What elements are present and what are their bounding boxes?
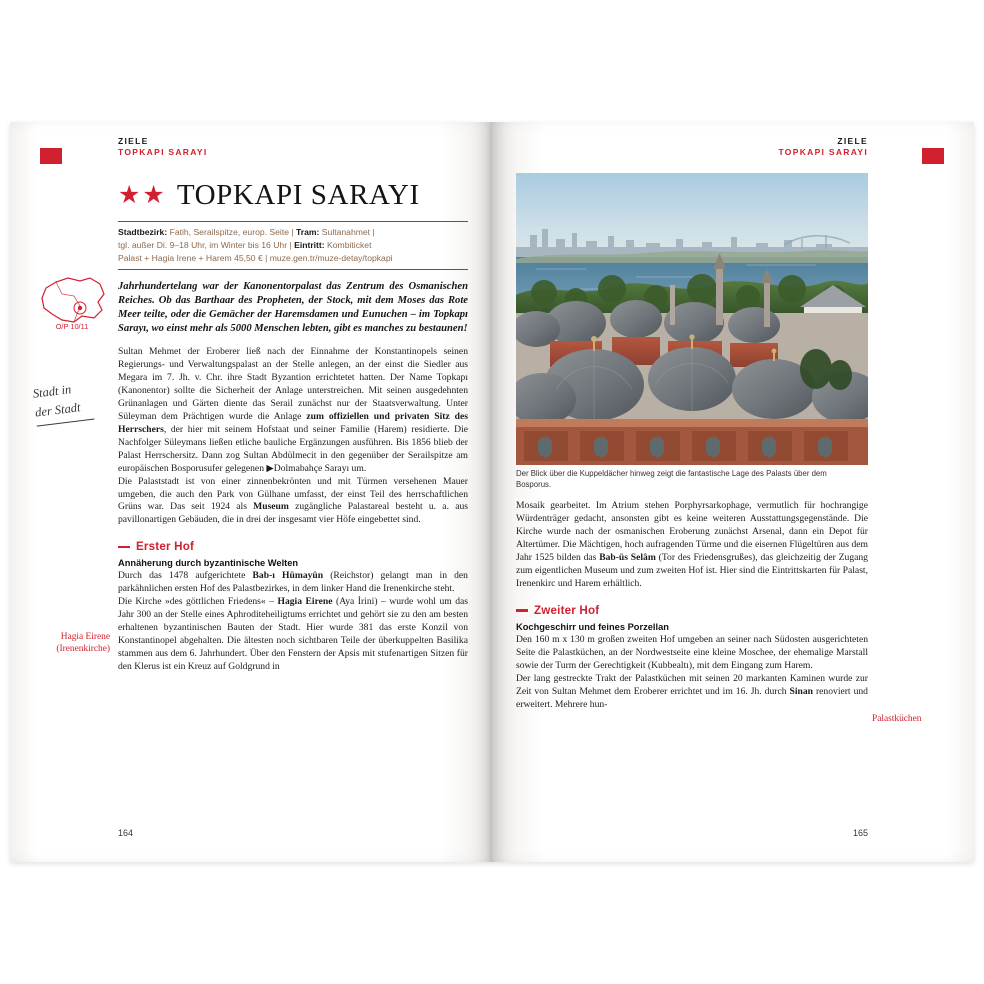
info-line-3 — [118, 252, 468, 265]
section-heading-zweiter-hof — [516, 604, 868, 617]
edge-tab-left — [40, 148, 62, 164]
info-line-2 — [118, 239, 468, 252]
folio-left: 164 — [118, 828, 134, 838]
left-page-content — [118, 136, 468, 836]
page-title: TOPKAPI SARAYI — [176, 179, 420, 212]
left-body-text — [118, 346, 468, 528]
running-head-section: ZIELE — [118, 136, 149, 146]
info-value-ticket: Palast + Hagia Irene + Harem 45,50 € | muze.gen.tr/muze-detay/topkapi — [118, 253, 393, 264]
section-bar-icon-right — [516, 609, 528, 612]
r-paragraph-2: Den 160 m x 130 m großen zweiten Hof umgeben an seiner nach Südosten ausgerichteten Seite die Palastküchen, an der Nordwestseite eine kleine Moschee, der ehemalige Marstall sowie der Turm der Gerechtigkeit (Kubbealtı), mit dem Eingang zum Harem. — [516, 634, 868, 672]
p1-crossref[interactable]: ▶Dolmabahçe Sarayı um. — [266, 462, 367, 474]
rp1-part-a: Mosaik gearbeitet. Im Atrium stehen Porphyrsarkophage, vermutlich für hochrangige Würdenträger gedacht, ansonsten gibt es keine weiteren Ausstattungsgegenstände. Die Kirche wurde nach der osmanischen Eroberung zunächst Arsenal, dann ein Depot für Altertümer. Die Mächtigen, hoch aufragenden Türme und die eisernen Flügeltüren aus dem Jahr 1525 bilden das — [516, 500, 868, 564]
right-page — [492, 122, 974, 862]
p2-part-a: Die Palaststadt ist von einer zinnenbekrönten und mit Türmen versehenen Mauer umgeben, die auch den Park von Gülhane umfasst, der einst Teil des herrschaftlichen Grüns war. Das seit 1924 als — [118, 475, 468, 513]
info-value-tram: Sultanahmet | — [319, 227, 375, 238]
info-value-hours: tgl. außer Di. 9–18 Uhr, im Winter bis 16 Uhr | — [118, 240, 295, 251]
running-head-left — [118, 136, 468, 157]
section-heading-label-right: Zweiter Hof — [534, 604, 600, 618]
p1-part-a: Sultan Mehmet der Eroberer ließ nach der Einnahme der Konstantinopels seinen Regierungs- und Verwaltungspalast an der Stelle anlegen, an der einst die Siedler aus Megara im 7. Jh. v. Chr. ihre Stadt Byzantion errichtetet hatten. Der Name Topkapı (Kanonentor) sollte die Sicherheit der Anlage unterstreichen. Mit seinen ausgedehnten Grünanlagen und Gärten diente das Serail zunächst nur der Staatsverwaltung. Unter Süleyman dem Prächtigen wurde die Anlage — [118, 345, 468, 422]
left-page — [10, 122, 492, 862]
photo-caption: Der Blick über die Kuppeldächer hinweg zeigt die fantastische Lage des Palasts über dem Bosporus. — [516, 469, 827, 489]
handwritten-line-1: Stadt in — [32, 382, 72, 401]
p4-bold-b: Hagia Eirene — [277, 596, 333, 608]
star-rating-icon: ★★ — [118, 182, 167, 210]
info-label-district: Stadtbezirk: — [118, 227, 168, 238]
p1-part-c: , der hier mit seinem Hofstaat und seiner Familie (Harem) residierte. Die Nachfolger Süleymans ließen etliche bauliche Ergänzungen ausführen. Bis 1856 blieb der Palast Herrschersitz. Dann zog Sultan Abdülmecit in den gegenüber der Serailspitze am europäischen Bosporusufer gelegenen — [118, 423, 468, 474]
edge-tab-right — [922, 148, 944, 164]
p3-part-c: (Reichstor) gelangt man in den parkähnlichen ersten Hof des Palastbezirkes, in dem linker Hand die Irenenkirche steht. — [118, 570, 468, 595]
running-head-section-right: ZIELE — [837, 136, 868, 146]
folio-right: 165 — [852, 828, 868, 838]
locator-map — [36, 272, 108, 338]
rp1-part-c: (Tor des Friedensgrußes), das gleichzeitig der Zugang zum eigentlichen Museum und zum zweiten Hof ist. Hier sind die Eintrittskarten für Palast, Irenenkirc und Harem erhältlich. — [516, 552, 868, 590]
title-row — [118, 179, 468, 212]
p3-bold-b: Bab-ı Hümayûn — [252, 570, 324, 582]
handwritten-line-2: der Stadt — [34, 399, 82, 420]
p3-part-a: Durch das 1478 aufgerichtete — [118, 570, 253, 582]
rp3-bold-b: Sinan — [789, 686, 813, 698]
section-bar-icon — [118, 546, 130, 549]
p1-bold-b: zum offiziellen und privaten Sitz des Herrschers — [118, 410, 468, 435]
right-page-content — [516, 136, 868, 836]
right-body-text — [516, 500, 868, 591]
photo-illustration — [516, 173, 868, 465]
margin-note-palastkuechen: Palastküchen — [872, 714, 922, 724]
handwritten-note — [32, 375, 114, 426]
intro-paragraph: Jahrhundertelang war der Kanonentorpalast das Zentrum des Osmanischen Reiches. Ob das Barthaar des Propheten, der Stock, mit dem Moses das Rote Meer teilte, oder die Gemächer der Haremsdamen und Eunuchen – im Topkapı Sarayı, wo einst mehr als 5000 Menschen lebten, gibt es manches zu bestaunen! — [118, 280, 468, 335]
p2-part-c: zugängliche Palastareal besteht u. a. aus pavillonartigen Gebäuden, die in drei der insgesamt vier Höfe eingebettet sind. — [118, 501, 468, 526]
info-line-1 — [118, 226, 468, 239]
section-heading-label: Erster Hof — [136, 540, 195, 554]
right-body-text-2 — [516, 634, 868, 712]
running-head-right — [516, 136, 868, 157]
info-label-tram: Tram: — [296, 227, 320, 238]
r-paragraph-1 — [516, 500, 868, 591]
running-head-topic: TOPKAPI SARAYI — [118, 146, 208, 157]
p4-part-c: (Aya İrini) – wurde wohl um das Jahr 300 an der Stelle eines Aphroditeheiligtums errichtet und gehört sie zu den am besten erhaltenen byzantinischen Bauten der Stadt. Hier wurde 381 das erste Konzil von Konstantinopel abgehalten. Die ältesten noch sichtbaren Teile der überkuppelten Basilika stammen aus dem 6. Jahrhundert. Über den Fenstern der Apsis mit stufenartigen Sitzen für den Klerus ist ein Kreuz auf Goldgrund in — [118, 596, 468, 673]
rp3-part-c: renoviert und erweitert. Mehrere hun- — [516, 686, 868, 711]
subheading-1-left: Annäherung durch byzantinische Welten — [118, 558, 299, 569]
left-body-text-2 — [118, 570, 468, 674]
info-value-entry: Kombiticket — [324, 240, 372, 251]
palace-photograph — [516, 173, 868, 465]
info-box — [118, 221, 468, 270]
r-paragraph-3 — [516, 673, 868, 712]
running-head-topic-right: TOPKAPI SARAYI — [778, 146, 868, 157]
paragraph-2 — [118, 476, 468, 528]
paragraph-1 — [118, 346, 468, 476]
margin-note-hagia-eirene: Hagia Eirene (Irenenkirche) — [56, 632, 110, 654]
p2-bold-b: Museum — [253, 501, 289, 513]
rp3-part-a: Der lang gestreckte Trakt der Palastküchen mit seinen 20 markanten Kaminen wurde zur Zeit von Sultan Mehmet dem Eroberer errichtet und im 16. Jh. durch — [516, 673, 868, 698]
p4-part-a: Die Kirche »des göttlichen Friedens« – — [118, 596, 278, 608]
info-label-entry: Eintritt: — [294, 240, 325, 251]
subheading-1-right: Kochgeschirr und feines Porzellan — [516, 622, 669, 633]
paragraph-3 — [118, 570, 468, 596]
book-spread — [10, 122, 974, 862]
section-heading-erster-hof — [118, 540, 468, 553]
map-grid-label: O/P 10/11 — [55, 322, 89, 331]
paragraph-4 — [118, 596, 468, 674]
rp1-bold-b: Bab-üs Selâm — [599, 552, 656, 564]
info-value-district: Fatih, Serailspitze, europ. Seite | — [167, 227, 297, 238]
